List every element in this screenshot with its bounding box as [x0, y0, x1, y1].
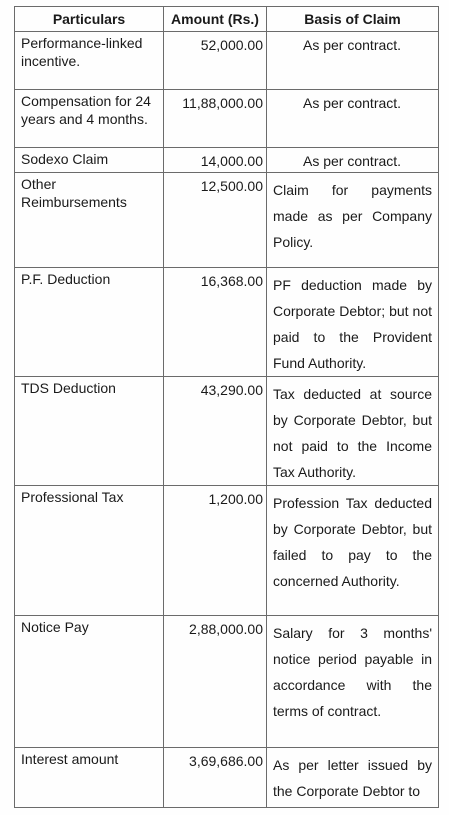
cell-particular: Notice Pay — [15, 616, 164, 748]
cell-amount: 11,88,000.00 — [164, 90, 267, 148]
cell-particular: Interest amount — [15, 748, 164, 808]
cell-basis: Salary for 3 months' notice period payable in accordance with the terms of contract. — [267, 616, 439, 748]
table-row — [15, 90, 439, 148]
cell-particular: P.F. Deduction — [15, 268, 164, 377]
cell-basis: Profession Tax deducted by Corporate Debtor, but failed to pay to the concerned Authority. — [267, 486, 439, 616]
cell-basis: As per letter issued by the Corporate Debtor to — [267, 748, 439, 808]
cell-amount: 12,500.00 — [164, 173, 267, 268]
cell-particular: Other Reimbursements — [15, 173, 164, 268]
cell-amount: 2,88,000.00 — [164, 616, 267, 748]
table-row — [15, 748, 439, 808]
table-row — [15, 268, 439, 377]
table-row — [15, 148, 439, 173]
cell-particular: Performance-linked incentive. — [15, 32, 164, 90]
cell-basis: Claim for payments made as per Company Policy. — [267, 173, 439, 268]
table-row — [15, 377, 439, 486]
cell-amount: 1,200.00 — [164, 486, 267, 616]
table-row — [15, 173, 439, 268]
cell-basis: As per contract. — [267, 32, 439, 90]
table-row — [15, 486, 439, 616]
cell-basis: PF deduction made by Corporate Debtor; but not paid to the Provident Fund Authority. — [267, 268, 439, 377]
cell-particular: Compensation for 24 years and 4 months. — [15, 90, 164, 148]
cell-basis: As per contract. — [267, 90, 439, 148]
table-row — [15, 616, 439, 748]
cell-amount: 43,290.00 — [164, 377, 267, 486]
cell-amount: 3,69,686.00 — [164, 748, 267, 808]
cell-amount: 52,000.00 — [164, 32, 267, 90]
cell-amount: 16,368.00 — [164, 268, 267, 377]
cell-basis: Tax deducted at source by Corporate Debtor, but not paid to the Income Tax Authority. — [267, 377, 439, 486]
table-row — [15, 32, 439, 90]
cell-particular: Professional Tax — [15, 486, 164, 616]
cell-amount: 14,000.00 — [164, 148, 267, 173]
header-particulars: Particulars — [15, 7, 164, 32]
cell-particular: Sodexo Claim — [15, 148, 164, 173]
header-amount: Amount (Rs.) — [164, 7, 267, 32]
header-basis: Basis of Claim — [267, 7, 439, 32]
cell-particular: TDS Deduction — [15, 377, 164, 486]
table-header-row — [15, 7, 439, 32]
cell-basis: As per contract. — [267, 148, 439, 173]
claims-table — [14, 6, 439, 808]
